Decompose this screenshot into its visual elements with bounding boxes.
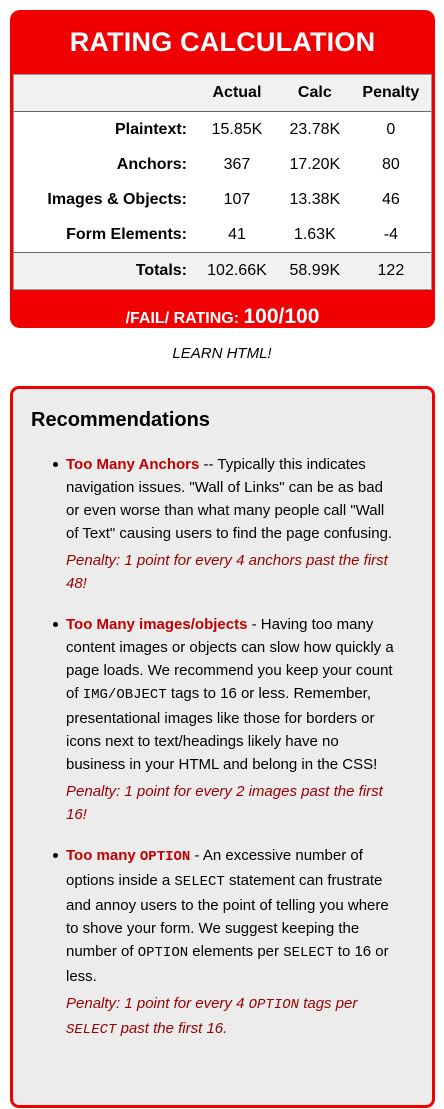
rating-result bbox=[10, 290, 435, 344]
code-option: OPTION bbox=[137, 945, 189, 961]
recommendations-panel bbox=[10, 386, 435, 1108]
header-actual: Actual bbox=[195, 75, 279, 112]
header-calc: Calc bbox=[279, 75, 351, 112]
code-object: OBJECT bbox=[116, 687, 167, 703]
rec-body: - Having too many content images or objects can slow how quickly a page loads. We recommend you keep your count of bbox=[66, 616, 394, 702]
row-label: Anchors: bbox=[116, 155, 187, 173]
rating-table bbox=[14, 75, 431, 289]
rec-penalty bbox=[66, 992, 396, 1042]
row-actual: 107 bbox=[223, 190, 251, 208]
row-actual: 367 bbox=[223, 155, 251, 173]
list-item bbox=[66, 453, 396, 595]
row-penalty: 46 bbox=[381, 190, 400, 208]
header-blank bbox=[14, 75, 195, 112]
rating-panel bbox=[10, 10, 435, 328]
rating-value: 100/100 bbox=[243, 305, 320, 328]
row-calc: 13.38K bbox=[289, 190, 341, 208]
totals-row bbox=[14, 253, 431, 290]
list-item bbox=[66, 844, 396, 1042]
row-actual: 41 bbox=[228, 225, 246, 243]
rec-penalty: Penalty: 1 point for every 4 anchors past the first 48! bbox=[66, 552, 388, 592]
learn-html-text: LEARN HTML! bbox=[172, 345, 272, 362]
rec-body: - An excessive number of options inside a bbox=[66, 847, 363, 889]
code-sep: / bbox=[107, 687, 117, 703]
penalty-code-select: SELECT bbox=[66, 1022, 117, 1038]
totals-penalty: 122 bbox=[351, 253, 431, 290]
rec-heading bbox=[66, 847, 190, 864]
header-penalty: Penalty bbox=[351, 75, 431, 112]
table-header-row bbox=[14, 75, 431, 112]
code-select: SELECT bbox=[174, 874, 225, 890]
rec-heading: Too Many Anchors bbox=[66, 456, 200, 473]
penalty-text: Penalty: 1 point for every 4 bbox=[66, 995, 249, 1012]
rating-title: RATING CALCULATION bbox=[69, 27, 376, 57]
list-item bbox=[66, 613, 396, 826]
rec-heading-text: Too many bbox=[66, 847, 140, 864]
row-calc: 1.63K bbox=[293, 225, 336, 243]
rec-body: statement can frustrate and annoy users to the point of telling you where to shove your form. We suggest keeping the number of bbox=[66, 872, 389, 960]
rec-body: elements per bbox=[188, 943, 284, 960]
penalty-text: tags per bbox=[299, 995, 358, 1012]
rec-heading-code: OPTION bbox=[139, 849, 191, 865]
row-penalty: -4 bbox=[383, 225, 398, 243]
penalty-code-option: OPTION bbox=[248, 997, 300, 1013]
recommendations-title: Recommendations bbox=[31, 409, 210, 431]
totals-actual: 102.66K bbox=[195, 253, 279, 290]
table-row bbox=[14, 147, 431, 182]
row-calc: 17.20K bbox=[289, 155, 341, 173]
rec-body: to 16 or less. bbox=[66, 943, 389, 985]
rating-table-wrap bbox=[13, 74, 432, 290]
row-label: Images & Objects: bbox=[47, 190, 187, 208]
code-img: IMG bbox=[82, 687, 108, 703]
table-row bbox=[14, 217, 431, 253]
row-penalty: 0 bbox=[386, 120, 396, 138]
table-row bbox=[14, 182, 431, 217]
row-calc: 23.78K bbox=[289, 120, 341, 138]
rec-body: -- Typically this indicates navigation issues. "Wall of Links" can be as bad or even worse than what many people call "Wall of Text" causing users to find the page confusing. bbox=[66, 456, 393, 542]
totals-calc: 58.99K bbox=[279, 253, 351, 290]
rec-heading: Too Many images/objects bbox=[66, 616, 248, 633]
rec-body: tags to 16 or less. Remember, presentational images like those for borders or icons next to text/headings likely have no business in your HTML and belong in the CSS! bbox=[66, 685, 378, 773]
rec-penalty: Penalty: 1 point for every 2 images past the first 16! bbox=[66, 783, 383, 823]
table-row bbox=[14, 112, 431, 148]
row-penalty: 80 bbox=[381, 155, 400, 173]
totals-label: Totals: bbox=[14, 253, 195, 290]
recommendations-list bbox=[13, 453, 396, 1060]
rating-label: /FAIL/ RATING: bbox=[125, 310, 240, 327]
code-select: SELECT bbox=[283, 945, 334, 961]
row-label: Form Elements: bbox=[66, 225, 187, 243]
row-actual: 15.85K bbox=[211, 120, 263, 138]
row-label: Plaintext: bbox=[114, 120, 187, 138]
penalty-text: past the first 16. bbox=[116, 1020, 228, 1037]
